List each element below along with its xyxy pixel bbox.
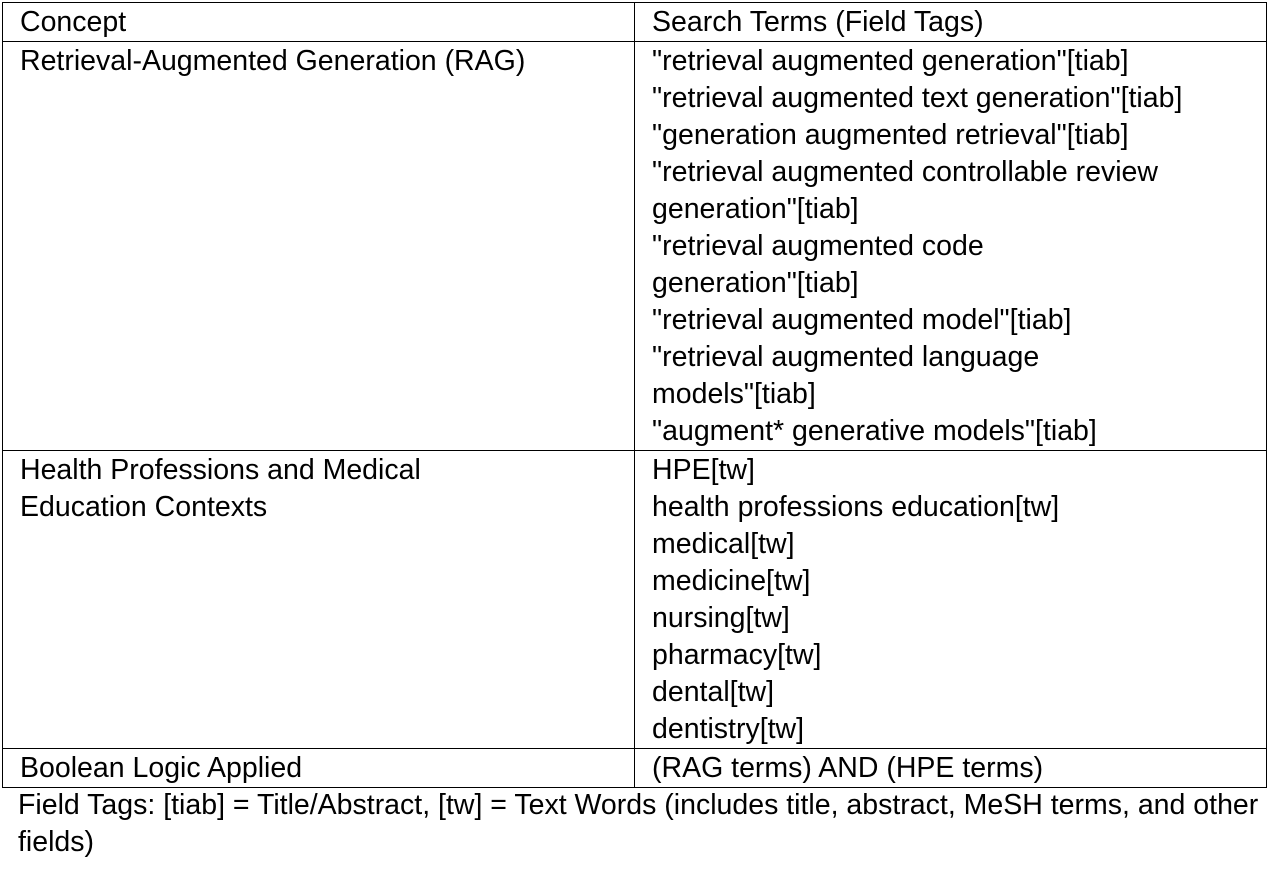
search-strategy-table (2, 2, 1267, 788)
terms-cell (635, 42, 1267, 451)
search-term: health professions education[tw] (652, 491, 1060, 523)
table-footnote: Field Tags: [tiab] = Title/Abstract, [tw] = Text Words (includes title, abstract, MeSH terms, and other fields) (18, 789, 1259, 858)
concept-cell: Boolean Logic Applied (3, 749, 635, 788)
search-term: "retrieval augmented generation"[tiab] (652, 45, 1129, 77)
search-term: "retrieval augmented text generation"[tiab] (652, 82, 1183, 114)
concept-cell: Retrieval-Augmented Generation (RAG) (3, 42, 635, 451)
search-term: medicine[tw] (652, 565, 811, 597)
table-row-hpe (3, 451, 1267, 749)
header-row (3, 3, 1267, 42)
search-term: dentistry[tw] (652, 713, 805, 745)
table-row-boolean (3, 749, 1267, 788)
table-row-rag (3, 42, 1267, 451)
search-term: "augment* generative models"[tiab] (652, 415, 1097, 447)
search-term: HPE[tw] (652, 454, 755, 486)
search-term: nursing[tw] (652, 602, 790, 634)
header-concept: Concept (3, 3, 635, 42)
search-term: "generation augmented retrieval"[tiab] (652, 119, 1129, 151)
concept-label: Health Professions and Medical Education Contexts (20, 454, 421, 523)
search-term: "retrieval augmented language models"[tiab] (652, 341, 1040, 410)
terms-cell (635, 749, 1267, 788)
search-term: dental[tw] (652, 676, 774, 708)
header-search-terms: Search Terms (Field Tags) (635, 3, 1267, 42)
concept-cell (3, 451, 635, 749)
search-term: pharmacy[tw] (652, 639, 822, 671)
search-term: "retrieval augmented controllable review generation"[tiab] (652, 156, 1158, 225)
search-term: (RAG terms) AND (HPE terms) (652, 752, 1044, 784)
search-term: "retrieval augmented code generation"[tiab] (652, 230, 984, 299)
terms-cell (635, 451, 1267, 749)
search-term: medical[tw] (652, 528, 795, 560)
search-term: "retrieval augmented model"[tiab] (652, 304, 1072, 336)
